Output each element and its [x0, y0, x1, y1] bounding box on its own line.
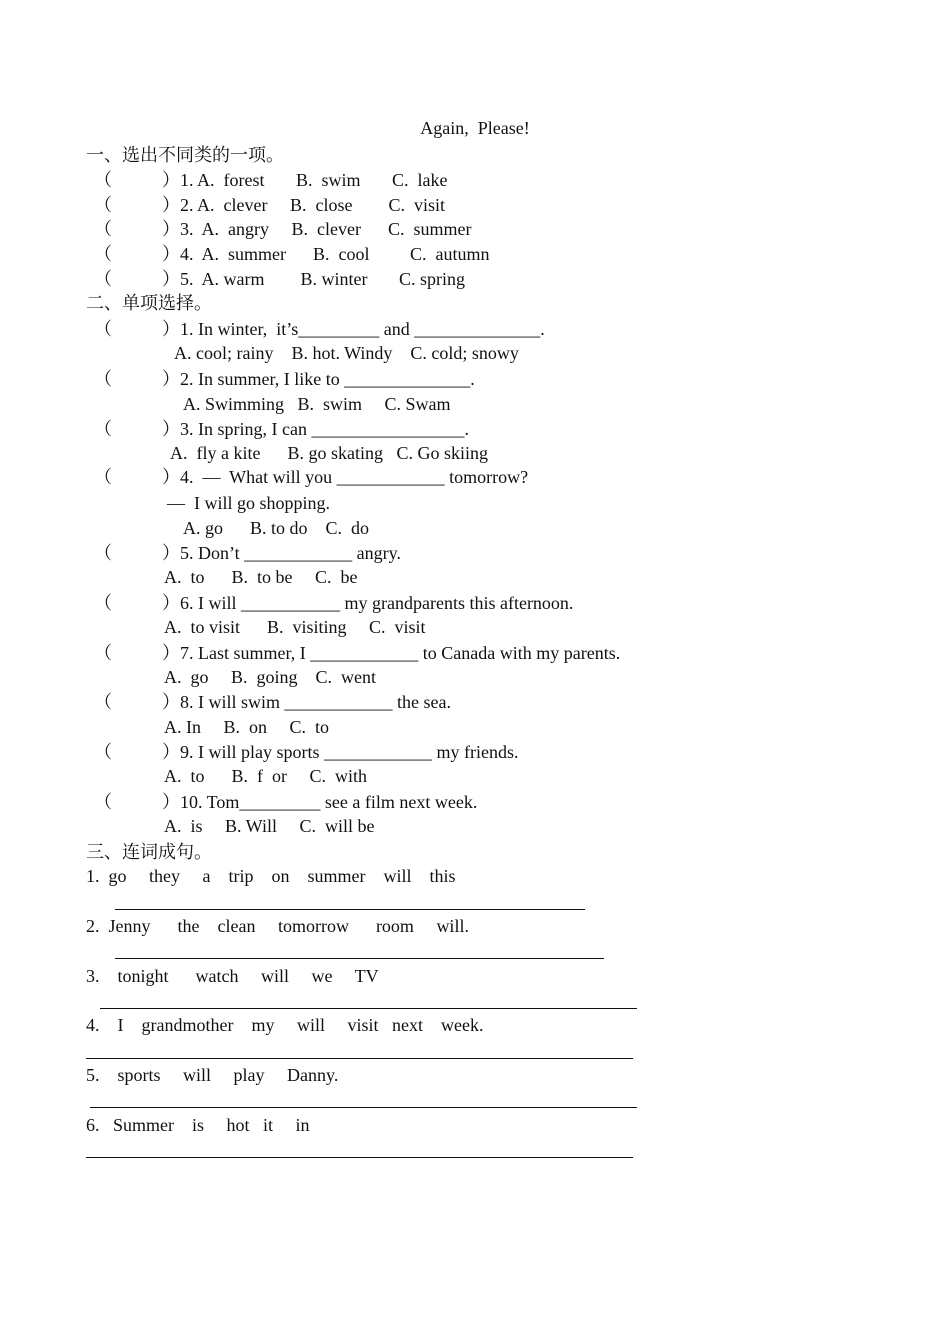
section2-q2-paren: （ — [94, 369, 112, 389]
section1-item-4-paren: （ — [94, 244, 112, 264]
section2-q3: ）3. In spring, I can _________________. — [162, 419, 469, 439]
section2-q7-options: A. go B. going C. went — [164, 667, 377, 687]
section2-q6-paren: （ — [94, 593, 112, 613]
section1-item-3: ）3. A. angry B. clever C. summer — [162, 219, 472, 239]
section3-item-1: 1. go they a trip on summer will this — [86, 866, 456, 886]
answer-line-6[interactable] — [86, 1157, 633, 1158]
worksheet-title: Again, Please! — [420, 118, 530, 138]
section2-q3-paren: （ — [94, 419, 112, 439]
section2-q4-paren: （ — [94, 467, 112, 487]
section2-q5: ）5. Don’t ____________ angry. — [162, 543, 401, 563]
section2-q1-paren: （ — [94, 319, 112, 339]
section2-heading: 二、单项选择。 — [86, 293, 212, 313]
section3-heading: 三、连词成句。 — [86, 842, 212, 862]
section1-item-1-paren: （ — [94, 170, 112, 190]
section2-q4-answer-line: — I will go shopping. — [167, 493, 331, 513]
answer-line-4[interactable] — [86, 1058, 633, 1059]
section1-item-1: ）1. A. forest B. swim C. lake — [162, 170, 448, 190]
section2-q9-paren: （ — [94, 742, 112, 762]
section3-item-5: 5. sports will play Danny. — [86, 1065, 339, 1085]
section1-item-4: ）4. A. summer B. cool C. autumn — [162, 244, 490, 264]
section1-item-2-paren: （ — [94, 195, 112, 215]
section2-q8-paren: （ — [94, 692, 112, 712]
section1-item-5: ）5. A. warm B. winter C. spring — [162, 269, 465, 289]
section2-q10: ）10. Tom_________ see a film next week. — [162, 792, 478, 812]
section2-q2: ）2. In summer, I like to ______________. — [162, 369, 475, 389]
section1-item-3-paren: （ — [94, 219, 112, 239]
answer-line-5[interactable] — [90, 1107, 637, 1108]
section2-q6: ）6. I will ___________ my grandparents this afternoon. — [162, 593, 574, 613]
section1-item-2: ）2. A. clever B. close C. visit — [162, 195, 445, 215]
answer-line-2[interactable] — [115, 958, 604, 959]
answer-line-1[interactable] — [115, 909, 585, 910]
section2-q4: ）4. — What will you ____________ tomorrow? — [162, 467, 529, 487]
section2-q4-options: A. go B. to do C. do — [183, 518, 370, 538]
section3-item-4: 4. I grandmother my will visit next week. — [86, 1015, 484, 1035]
section2-q1-options: A. cool; rainy B. hot. Windy C. cold; snowy — [174, 343, 519, 363]
section2-q10-options: A. is B. Will C. will be — [164, 816, 375, 836]
section2-q5-options: A. to B. to be C. be — [164, 567, 358, 587]
section3-item-6: 6. Summer is hot it in — [86, 1115, 310, 1135]
section2-q9: ）9. I will play sports ____________ my friends. — [162, 742, 519, 762]
section2-q10-paren: （ — [94, 792, 112, 812]
section1-item-5-paren: （ — [94, 269, 112, 289]
section2-q7-paren: （ — [94, 643, 112, 663]
section1-heading: 一、选出不同类的一项。 — [86, 145, 284, 165]
section2-q9-options: A. to B. f or C. with — [164, 766, 368, 786]
section2-q7: ）7. Last summer, I ____________ to Canada with my parents. — [162, 643, 621, 663]
section3-item-3: 3. tonight watch will we TV — [86, 966, 379, 986]
section2-q6-options: A. to visit B. visiting C. visit — [164, 617, 426, 637]
section2-q5-paren: （ — [94, 543, 112, 563]
section2-q1: ）1. In winter, it’s_________ and ______________. — [162, 319, 545, 339]
section2-q2-options: A. Swimming B. swim C. Swam — [183, 394, 451, 414]
section2-q8: ）8. I will swim ____________ the sea. — [162, 692, 451, 712]
section3-item-2: 2. Jenny the clean tomorrow room will. — [86, 916, 469, 936]
section2-q3-options: A. fly a kite B. go skating C. Go skiing — [170, 443, 488, 463]
answer-line-3[interactable] — [100, 1008, 637, 1009]
section2-q8-options: A. In B. on C. to — [164, 717, 330, 737]
